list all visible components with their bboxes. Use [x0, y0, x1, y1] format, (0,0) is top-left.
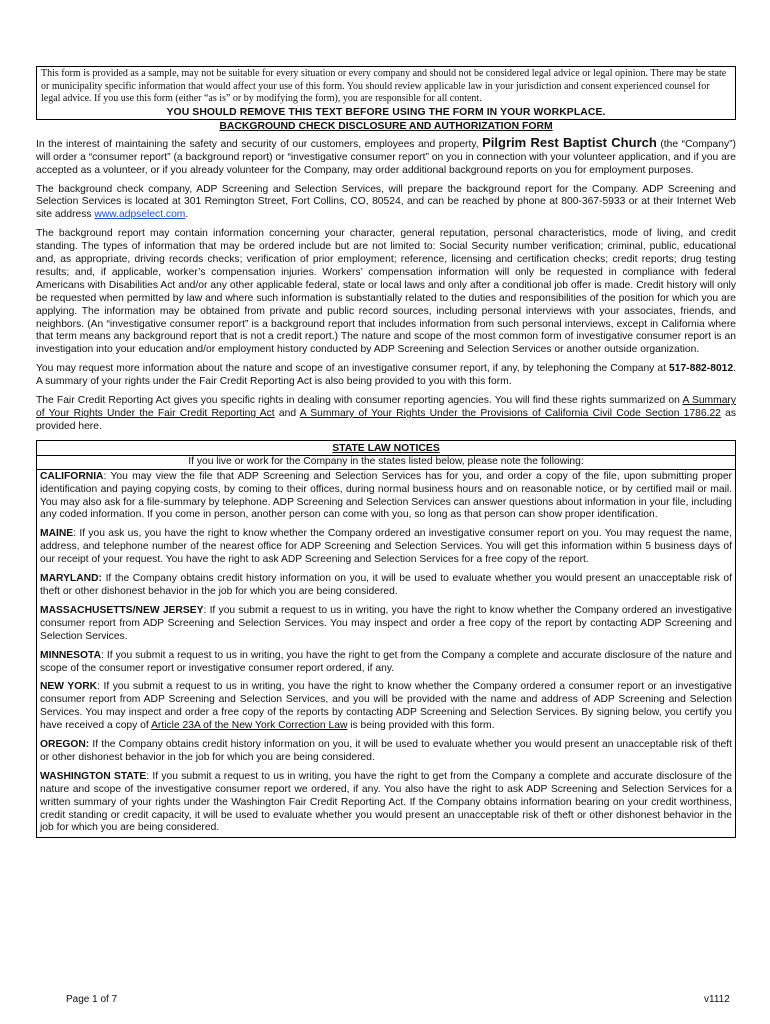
notice-oregon [40, 739, 732, 765]
ny-correction-law-link[interactable]: Article 23A of the New York Correction Law [151, 720, 348, 732]
state-name: WASHINGTON STATE [40, 770, 147, 782]
notice-minnesota [40, 650, 732, 676]
paragraph-report-contents: The background report may contain information concerning your character, general reputation, personal characteristics, mode of living, and credit standing. The types of information that may be ordered include but are not limited to: Social Security number verification; criminal, public, educational and, as appropriate, driving records checks; verification of prior employment; reference, licensing and certification checks; credit reports; drug testing results; and, if applicable, worker’s compensation injuries. Workers’ compensation information will only be requested in compliance with federal Americans with Disabilities Act and/or any other applicable federal, state or local laws and only after a conditional job offer is made. Credit history will only be requested when permitted by law and where such information is substantially related to the duties and responsibilities of the position for which you are applying. The information may be obtained from private and public record sources, including personal interviews with your associates, friends, and neighbors. (An “investigative consumer report” is a background report that includes information from such personal interviews, except in California where that term means any background report that is not a credit report.) The nature and scope of the most common form of investigative consumer report is an investigation into your education and/or employment history conducted by ADP Screening and Selection Services or another outside organization. [36, 228, 736, 356]
background-company-end: . [185, 209, 189, 221]
company-name: Pilgrim Rest Baptist Church [482, 134, 657, 150]
state-text: If the Company obtains credit history information on you, it will be used to evaluate whether you would present an unacceptable risk of theft or other dishonest behavior in the job for which you are being considered. [40, 739, 732, 763]
fcra-after: as provided here. [36, 408, 737, 432]
state-name: OREGON: [40, 739, 90, 751]
sample-notice-box [36, 66, 736, 120]
sample-notice-text: This form is provided as a sample, may not be suitable for every situation or every company and should not be considered legal advice or legal opinion. There may be state or municipality specific information that would affect your use of this form. You should review applicable law in your jurisdiction and consent experienced counsel for legal advice. If you use this form (either “as is” or by modifying the form), you are responsible for all content. [41, 68, 727, 105]
request-info-after: . A summary of your rights under the Fair Credit Reporting Act is also being provided to you with this form. [36, 363, 736, 388]
form-version: v1112 [704, 994, 730, 1005]
notice-california [40, 471, 732, 523]
state-text: If the Company obtains credit history information on you, it will be used to evaluate whether you would present an unacceptable risk of theft or other dishonest behavior in the job for which you are being considered. [40, 573, 732, 597]
state-law-notices [36, 440, 736, 839]
adp-website-link[interactable]: www.adpselect.com [94, 209, 186, 221]
request-info-before: You may request more information about the nature and scope of an investigative consumer report, if any, by telephoning the Company at [36, 363, 669, 375]
state-notices-heading: STATE LAW NOTICES [37, 441, 735, 456]
state-name: MINNESOTA [40, 649, 102, 661]
paragraph-background-company [36, 184, 736, 223]
background-company-text: The background check company, ADP Screening and Selection Services, will prepare the background report for the Company. ADP Screening and Selection Services is located at 301 Remington Street, Fort Collins, CO, 80524, and can be reached by phone at 800-367-5933 or at their Internet Web site address [36, 183, 736, 221]
state-name: MAINE [40, 528, 74, 540]
state-name: MASSACHUSETTS/NEW JERSEY [40, 604, 204, 616]
fcra-summary-link[interactable]: A Summary of Your Rights Under the Fair Credit Reporting Act [36, 395, 736, 419]
notice-new-york [40, 681, 732, 733]
state-name: CALIFORNIA [40, 470, 104, 482]
notice-maine [40, 528, 732, 567]
company-phone: 517-882-8012 [669, 363, 734, 375]
state-text: : If you submit a request to us in writing, you have the right to know whether the Company ordered an investigative consumer report from ADP Screening and Selection Services. You may inspect and order a free copy of the report by contacting ADP Screening and Selection Services. [40, 604, 732, 642]
state-text: : You may view the file that ADP Screening and Selection Services has for you, and order a copy of the file, upon submitting proper identification and paying copying costs, by coming to their offices, during normal business hours and on reasonable notice, or by certified mail or mail. You may also ask for a file-summary by telephone. ADP Screening and Selection Services can answer questions about information in your file, including any coded information. If you come in person, another person can come with you, so long as that person can show proper identification. [40, 470, 732, 521]
state-notices-intro: If you live or work for the Company in the states listed below, please note the following: [37, 456, 735, 470]
intro-text-before: In the interest of maintaining the safety and security of our customers, employees and property, [36, 138, 483, 150]
california-summary-link[interactable]: A Summary of Your Rights Under the Provisions of California Civil Code Section 1786.22 [299, 408, 721, 419]
state-name: NEW YORK [40, 681, 98, 693]
notice-massachusetts-new-jersey [40, 605, 732, 644]
form-title: BACKGROUND CHECK DISCLOSURE AND AUTHORIZATION FORM [219, 120, 553, 132]
state-text: : If you submit a request to us in writing, you have the right to get from the Company a complete and accurate disclosure of the nature and scope of the consumer report or investigative consumer report ordered, if any. [40, 649, 732, 674]
paragraph-request-info [36, 363, 736, 389]
state-text: : If you ask us, you have the right to know whether the Company ordered an investigative consumer report on you. You may request the name, address, and telephone number of the nearest office for ADP Screening and Selection Services. You will get this information within 5 business days of our receipt of your request. You have the right to ask ADP Screening and Selection Services for a free copy of the report. [40, 528, 732, 566]
state-name: MARYLAND: [40, 573, 102, 585]
page-number: Page 1 of 7 [66, 994, 118, 1005]
state-text: : If you submit a request to us in writing, you have the right to know whether the Company ordered a consumer report or an investigative consumer report from ADP Screening and Selection Services, and you will be provided with the name and address of ADP Screening and Selection Services. You may inspect and order a free copy of the reports by contacting ADP Screening and Selection Services. By signing below, you certify you have received a copy of [40, 681, 732, 732]
remove-text-warning: YOU SHOULD REMOVE THIS TEXT BEFORE USING THE FORM IN YOUR WORKPLACE. [166, 106, 606, 118]
state-text-after: is being provided with this form. [347, 720, 495, 732]
paragraph-fcra [36, 395, 736, 434]
state-text: : If you submit a request to us in writing, you have the right to get from the Company a complete and accurate disclosure of the nature and scope of the investigative consumer report we ordered, if any. You also have the right to ask ADP Screening and Selection Services for a written summary of your rights under the Washington Fair Credit Reporting Act. If the Company obtains information bearing on your credit worthiness, credit standing or credit capacity, it will be used to evaluate whether you would present an unacceptable risk of theft or other dishonest behavior in the job for which you are being considered. [40, 770, 732, 834]
notice-maryland [40, 573, 732, 599]
fcra-before: The Fair Credit Reporting Act gives you specific rights in dealing with consumer reporting agencies. You will find these rights summarized on [36, 395, 683, 407]
notice-washington [40, 771, 732, 836]
document-page [36, 66, 736, 838]
state-notices-body [37, 470, 735, 838]
fcra-mid: and [274, 408, 300, 419]
intro-text-after: (the “Company”) will order a “consumer report” (a background report) or “investigative consumer report” on you in connection with your volunteer application, and if you are accepted as a volunteer, or if you already volunteer for the Company, may order additional background reports on you for employment purposes. [36, 138, 736, 176]
paragraph-intro [36, 134, 736, 178]
